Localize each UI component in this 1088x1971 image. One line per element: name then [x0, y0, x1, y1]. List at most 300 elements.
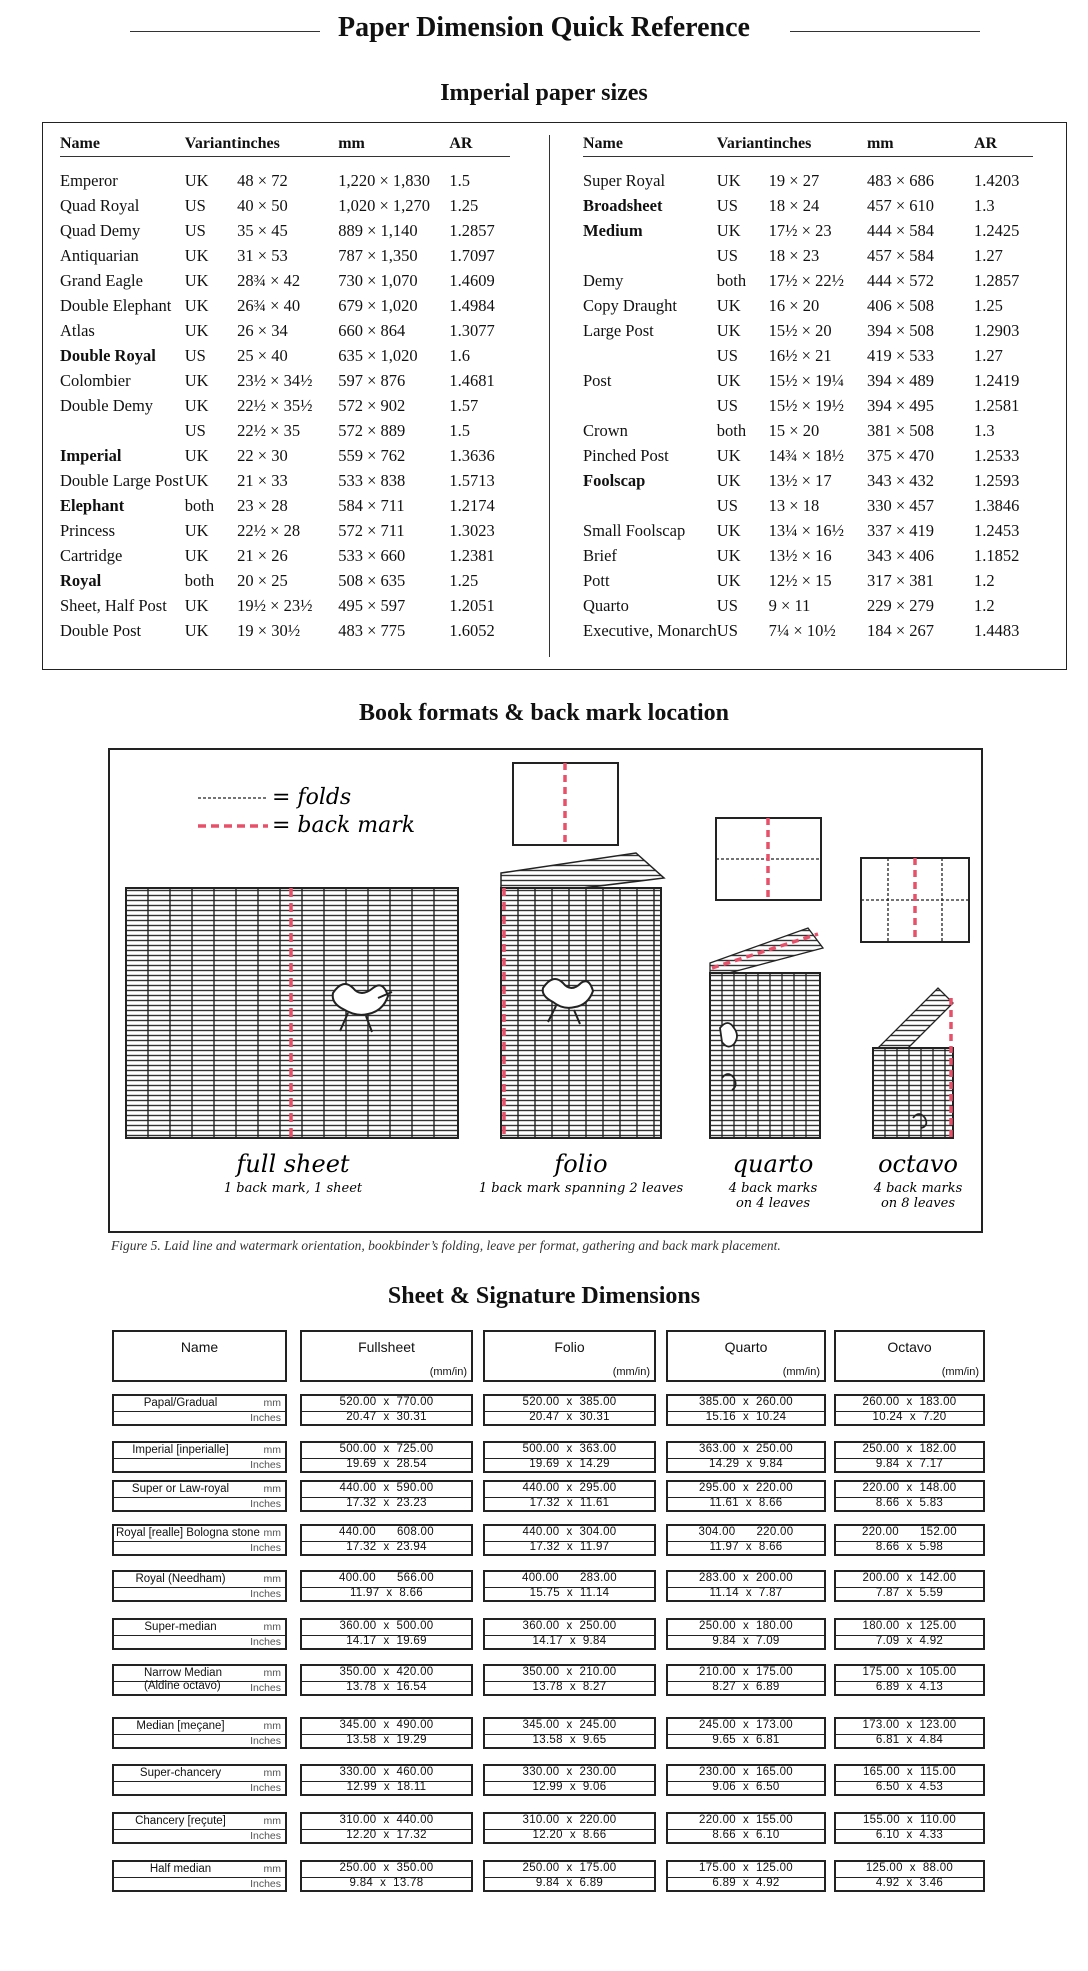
paper-inches: 28¾ × 42 — [237, 270, 301, 290]
size-full-cell — [300, 1618, 473, 1650]
header-quarto-title: Quarto — [724, 1339, 768, 1355]
header-name-title: Name — [180, 1339, 219, 1355]
paper-name: Quad Demy — [60, 220, 141, 240]
paper-mm: 597 × 876 — [338, 370, 406, 390]
size-full-cell — [300, 1394, 473, 1426]
table-row — [583, 318, 1033, 343]
folio-graphic — [501, 763, 664, 1138]
paper-variant: US — [716, 620, 738, 640]
paper-inches: 17½ × 23 — [768, 220, 832, 240]
paper-inches: 18 × 24 — [768, 195, 820, 215]
paper-variant: UK — [184, 595, 209, 615]
table-row — [60, 293, 510, 318]
table-row — [583, 418, 1033, 443]
size-quarto-cell — [666, 1570, 826, 1602]
paper-mm: 483 × 775 — [338, 620, 406, 640]
paper-variant: UK — [184, 320, 209, 340]
size-name-cell — [112, 1480, 287, 1512]
paper-variant: US — [184, 220, 206, 240]
paper-mm: 483 × 686 — [866, 170, 934, 190]
size-name-cell — [112, 1664, 287, 1696]
paper-mm: 572 × 902 — [338, 395, 406, 415]
value-mm: 125.00 x 88.00 — [865, 1862, 954, 1874]
paper-aspect-ratio: 1.4203 — [973, 170, 1020, 190]
format-labels — [224, 1150, 963, 1211]
value-mm: 350.00 x 210.00 — [522, 1666, 617, 1678]
value-inches: 13.78 x 16.54 — [346, 1681, 427, 1693]
table-row — [583, 593, 1033, 618]
paper-variant: UK — [184, 245, 209, 265]
size-name-cell — [112, 1860, 287, 1892]
paper-variant: UK — [184, 545, 209, 565]
table-row — [60, 318, 510, 343]
table-row — [60, 243, 510, 268]
paper-mm: 679 × 1,020 — [338, 295, 418, 315]
table-row — [60, 618, 510, 643]
unit-inches-label: Inches — [250, 1459, 281, 1471]
header-fullsheet — [300, 1330, 473, 1382]
value-inches: 20.47 x 30.31 — [346, 1411, 427, 1423]
paper-name: Crown — [583, 420, 628, 440]
size-name-cell — [112, 1764, 287, 1796]
paper-aspect-ratio: 1.25 — [449, 570, 479, 590]
value-mm: 283.00 x 200.00 — [699, 1572, 793, 1584]
paper-inches: 14¾ × 18½ — [768, 445, 844, 465]
paper-name: Atlas — [60, 320, 95, 340]
paper-inches: 22 × 30 — [237, 445, 288, 465]
table-row — [583, 468, 1033, 493]
table-row — [583, 568, 1033, 593]
value-mm: 360.00 x 500.00 — [339, 1620, 434, 1632]
paper-aspect-ratio: 1.3636 — [449, 445, 495, 465]
value-inches: 17.32 x 23.94 — [346, 1541, 427, 1553]
value-mm: 310.00 x 220.00 — [522, 1814, 617, 1826]
paper-aspect-ratio: 1.27 — [973, 345, 1003, 365]
paper-variant: UK — [184, 295, 209, 315]
paper-mm: 889 × 1,140 — [338, 220, 418, 240]
value-inches: 4.92 x 3.46 — [875, 1877, 944, 1889]
paper-aspect-ratio: 1.6052 — [449, 620, 495, 640]
table-row — [60, 268, 510, 293]
paper-name: Large Post — [583, 320, 654, 340]
size-name: Super-chancery — [139, 1767, 222, 1779]
paper-inches: 19 × 27 — [768, 170, 820, 190]
value-mm: 500.00 x 725.00 — [339, 1443, 434, 1455]
table-row — [60, 493, 510, 518]
paper-inches: 22½ × 28 — [237, 520, 301, 540]
paper-variant: both — [716, 420, 747, 440]
size-folio-cell — [483, 1524, 656, 1556]
table-row — [583, 243, 1033, 268]
paper-name: Elephant — [60, 495, 125, 515]
paper-name: Small Foolscap — [583, 520, 686, 540]
col-header-ar: AR — [449, 132, 510, 156]
value-inches: 12.20 x 8.66 — [532, 1829, 607, 1841]
paper-variant: UK — [184, 445, 209, 465]
paper-mm: 343 × 406 — [866, 545, 934, 565]
full-sheet-graphic — [126, 888, 458, 1138]
table-row — [583, 368, 1033, 393]
paper-inches: 13½ × 16 — [768, 545, 832, 565]
paper-mm: 317 × 381 — [866, 570, 934, 590]
paper-name: Cartridge — [60, 545, 123, 565]
paper-variant: UK — [184, 170, 209, 190]
unit-mm-label: mm — [263, 1815, 281, 1827]
size-octavo-cell — [834, 1664, 985, 1696]
value-mm: 220.00 x 155.00 — [699, 1814, 793, 1826]
value-inches: 20.47 x 30.31 — [529, 1411, 610, 1423]
paper-variant: UK — [716, 170, 741, 190]
value-mm: 173.00 x 123.00 — [862, 1719, 957, 1731]
paper-name: Medium — [583, 220, 643, 240]
paper-mm: 406 × 508 — [866, 295, 934, 315]
size-quarto-cell — [666, 1717, 826, 1749]
paper-aspect-ratio: 1.7097 — [449, 245, 495, 265]
unit-mm-label: mm — [263, 1483, 281, 1495]
unit-mm-label: mm — [263, 1573, 281, 1585]
size-full-cell — [300, 1441, 473, 1473]
paper-mm: 381 × 508 — [866, 420, 934, 440]
paper-name — [583, 243, 717, 268]
value-mm: 440.00 608.00 — [339, 1526, 434, 1538]
size-name-cell — [112, 1441, 287, 1473]
paper-aspect-ratio: 1.4483 — [973, 620, 1020, 640]
paper-name: Double Royal — [60, 345, 156, 365]
table-row — [583, 518, 1033, 543]
size-octavo-cell — [834, 1618, 985, 1650]
size-octavo-cell — [834, 1812, 985, 1844]
paper-aspect-ratio: 1.2 — [973, 595, 995, 615]
paper-aspect-ratio: 1.2051 — [449, 595, 495, 615]
value-inches: 6.10 x 4.33 — [875, 1829, 944, 1841]
value-mm: 500.00 x 363.00 — [522, 1443, 617, 1455]
value-mm: 155.00 x 110.00 — [862, 1814, 957, 1826]
paper-mm: 584 × 711 — [338, 495, 405, 515]
paper-variant: US — [184, 195, 206, 215]
paper-variant: both — [184, 570, 215, 590]
size-name: Super-median — [144, 1621, 217, 1633]
paper-aspect-ratio: 1.2174 — [449, 495, 495, 515]
size-quarto-cell — [666, 1664, 826, 1696]
value-inches: 8.66 x 5.98 — [875, 1541, 944, 1553]
header-fullsheet-title: Fullsheet — [358, 1339, 415, 1355]
paper-name — [583, 343, 717, 368]
unit-inches-label: Inches — [250, 1735, 281, 1747]
value-mm: 250.00 x 350.00 — [339, 1862, 434, 1874]
paper-inches: 18 × 23 — [768, 245, 820, 265]
paper-name: Sheet, Half Post — [60, 595, 167, 615]
col-header-variant: Variant — [185, 132, 237, 156]
col-header-variant: Variant — [717, 132, 769, 156]
paper-variant: both — [716, 270, 747, 290]
paper-aspect-ratio: 1.2903 — [973, 320, 1020, 340]
paper-inches: 16 × 20 — [768, 295, 820, 315]
size-octavo-cell — [834, 1480, 985, 1512]
backmark-legend-label: = back mark — [272, 813, 416, 838]
paper-aspect-ratio: 1.2453 — [973, 520, 1020, 540]
unit-mm-label: mm — [263, 1767, 281, 1779]
paper-aspect-ratio: 1.3077 — [449, 320, 495, 340]
paper-inches: 23 × 28 — [237, 495, 288, 515]
header-name — [112, 1330, 287, 1382]
unit-inches-label: Inches — [250, 1588, 281, 1600]
table-row — [60, 468, 510, 493]
paper-mm: 419 × 533 — [866, 345, 934, 365]
size-name: Royal [realle] Bologna stone — [116, 1527, 260, 1539]
unit-inches-label: Inches — [250, 1412, 281, 1424]
paper-variant: US — [716, 195, 738, 215]
table-row — [60, 343, 510, 368]
value-mm: 400.00 566.00 — [339, 1572, 434, 1584]
table-row — [60, 568, 510, 593]
paper-inches: 31 × 53 — [237, 245, 288, 265]
value-inches: 6.89 x 4.13 — [875, 1681, 944, 1693]
paper-variant: UK — [716, 445, 741, 465]
table-row — [60, 368, 510, 393]
col-header-ar: AR — [974, 132, 1033, 156]
unit-mm-label: mm — [263, 1667, 281, 1679]
value-inches: 12.20 x 17.32 — [346, 1829, 427, 1841]
paper-mm: 1,020 × 1,270 — [338, 195, 430, 215]
size-name: Imperial [inperialle] — [132, 1444, 229, 1456]
paper-inches: 12½ × 15 — [768, 570, 832, 590]
paper-aspect-ratio: 1.3 — [973, 420, 995, 440]
paper-variant: UK — [716, 295, 741, 315]
paper-mm: 508 × 635 — [338, 570, 406, 590]
value-inches: 12.99 x 18.11 — [346, 1781, 427, 1793]
value-inches: 9.06 x 6.50 — [712, 1781, 780, 1793]
paper-inches: 26¾ × 40 — [237, 295, 301, 315]
value-inches: 17.32 x 11.61 — [529, 1497, 610, 1509]
paper-mm: 495 × 597 — [338, 595, 406, 615]
paper-mm: 444 × 584 — [866, 220, 934, 240]
size-quarto-cell — [666, 1441, 826, 1473]
paper-inches: 7¼ × 10½ — [768, 620, 836, 640]
size-full-cell — [300, 1764, 473, 1796]
size-octavo-cell — [834, 1394, 985, 1426]
paper-name: Executive, Monarch — [583, 620, 717, 640]
paper-variant: UK — [716, 545, 741, 565]
col-header-inches: inches — [769, 132, 867, 156]
paper-inches: 13¼ × 16½ — [768, 520, 844, 540]
value-mm: 520.00 x 385.00 — [522, 1396, 617, 1408]
value-mm: 230.00 x 165.00 — [699, 1766, 793, 1778]
table-row — [60, 393, 510, 418]
paper-inches: 15½ × 19½ — [768, 395, 844, 415]
page-title: Paper Dimension Quick Reference — [338, 12, 750, 43]
paper-mm: 337 × 419 — [866, 520, 934, 540]
value-mm: 520.00 x 770.00 — [339, 1396, 434, 1408]
header-folio-title: Folio — [554, 1339, 585, 1355]
size-quarto-cell — [666, 1394, 826, 1426]
value-mm: 250.00 x 175.00 — [522, 1862, 617, 1874]
book-formats-heading: Book formats & back mark location — [359, 700, 729, 726]
value-mm: 330.00 x 460.00 — [339, 1766, 434, 1778]
unit-inches-label: Inches — [250, 1682, 281, 1694]
size-name: Median [meçane] — [136, 1720, 225, 1732]
imperial-table-divider — [549, 135, 550, 657]
paper-variant: US — [716, 245, 738, 265]
table-row — [60, 218, 510, 243]
size-quarto-cell — [666, 1860, 826, 1892]
table-row — [583, 193, 1033, 218]
paper-aspect-ratio: 1.3 — [973, 195, 995, 215]
paper-name: Princess — [60, 520, 115, 540]
paper-inches: 22½ × 35 — [237, 420, 301, 440]
note-octavo-2: on 8 leaves — [880, 1196, 956, 1211]
paper-name: Super Royal — [583, 170, 666, 190]
paper-aspect-ratio: 1.25 — [973, 295, 1003, 315]
size-octavo-cell — [834, 1441, 985, 1473]
unit-inches-label: Inches — [250, 1542, 281, 1554]
value-inches: 11.61 x 8.66 — [709, 1497, 783, 1509]
note-quarto-2: on 4 leaves — [735, 1196, 811, 1211]
octavo-graphic — [861, 858, 969, 1138]
size-name-cell — [112, 1618, 287, 1650]
unit-mm-label: mm — [263, 1720, 281, 1732]
unit-inches-label: Inches — [250, 1498, 281, 1510]
paper-mm: 444 × 572 — [866, 270, 934, 290]
paper-aspect-ratio: 1.5 — [449, 170, 470, 190]
paper-aspect-ratio: 1.2425 — [973, 220, 1020, 240]
paper-name: Quad Royal — [60, 195, 140, 215]
value-inches: 15.16 x 10.24 — [705, 1411, 787, 1423]
paper-variant: UK — [184, 395, 209, 415]
value-mm: 220.00 152.00 — [862, 1526, 957, 1538]
paper-name: Double Demy — [60, 395, 154, 415]
paper-inches: 19 × 30½ — [237, 620, 301, 640]
paper-name: Grand Eagle — [60, 270, 143, 290]
size-folio-cell — [483, 1860, 656, 1892]
value-inches: 11.97 x 8.66 — [349, 1587, 424, 1599]
paper-inches: 35 × 45 — [237, 220, 288, 240]
table-row — [60, 543, 510, 568]
imperial-table-right — [583, 132, 1033, 643]
table-row — [60, 518, 510, 543]
paper-name — [583, 393, 717, 418]
paper-mm: 457 × 610 — [866, 195, 934, 215]
size-octavo-cell — [834, 1764, 985, 1796]
size-name: Chancery [reçute] — [135, 1815, 226, 1827]
value-inches: 6.89 x 4.92 — [712, 1877, 780, 1889]
paper-inches: 22½ × 35½ — [237, 395, 313, 415]
size-full-cell — [300, 1524, 473, 1556]
paper-name: Pinched Post — [583, 445, 669, 465]
size-octavo-cell — [834, 1860, 985, 1892]
value-mm: 440.00 x 295.00 — [522, 1482, 617, 1494]
value-mm: 345.00 x 245.00 — [522, 1719, 617, 1731]
value-mm: 400.00 283.00 — [522, 1572, 617, 1584]
size-name-cell — [112, 1570, 287, 1602]
size-name: Super or Law-royal — [131, 1483, 230, 1495]
paper-variant: UK — [716, 320, 741, 340]
paper-aspect-ratio: 1.4681 — [449, 370, 495, 390]
value-mm: 440.00 x 304.00 — [522, 1526, 617, 1538]
header-octavo-unit: (mm/in) — [941, 1366, 979, 1378]
value-mm: 363.00 x 250.00 — [699, 1443, 793, 1455]
paper-inches: 25 × 40 — [237, 345, 288, 365]
size-name-line1: Narrow Median — [144, 1667, 222, 1679]
size-name-line2: (Aldine octavo) — [144, 1680, 221, 1692]
size-name: Half median — [149, 1863, 212, 1875]
value-mm: 295.00 x 220.00 — [699, 1482, 793, 1494]
value-mm: 180.00 x 125.00 — [862, 1620, 957, 1632]
unit-mm-label: mm — [263, 1621, 281, 1633]
size-name-cell — [112, 1524, 287, 1556]
paper-aspect-ratio: 1.2857 — [449, 220, 495, 240]
paper-inches: 48 × 72 — [237, 170, 288, 190]
value-mm: 250.00 x 180.00 — [699, 1620, 793, 1632]
imperial-table-left — [60, 132, 510, 643]
size-full-cell — [300, 1480, 473, 1512]
paper-name: Double Large Post — [60, 470, 184, 490]
page-header — [0, 10, 1088, 54]
paper-inches: 26 × 34 — [237, 320, 288, 340]
value-inches: 19.69 x 14.29 — [529, 1458, 610, 1470]
paper-aspect-ratio: 1.4609 — [449, 270, 495, 290]
value-mm: 260.00 x 183.00 — [862, 1396, 957, 1408]
table-row — [583, 618, 1033, 643]
value-inches: 9.84 x 6.89 — [535, 1877, 604, 1889]
paper-mm: 457 × 584 — [866, 245, 934, 265]
paper-aspect-ratio: 1.4984 — [449, 295, 495, 315]
paper-variant: UK — [184, 470, 209, 490]
paper-variant: US — [716, 595, 738, 615]
paper-name: Emperor — [60, 170, 118, 190]
paper-name: Demy — [583, 270, 624, 290]
table-row — [583, 493, 1033, 518]
paper-name: Brief — [583, 545, 617, 565]
value-mm: 175.00 x 125.00 — [699, 1862, 793, 1874]
note-folio: 1 back mark spanning 2 leaves — [478, 1181, 684, 1196]
paper-name: Pott — [583, 570, 610, 590]
header-fullsheet-unit: (mm/in) — [429, 1366, 467, 1378]
size-octavo-cell — [834, 1717, 985, 1749]
paper-variant: US — [716, 345, 738, 365]
size-quarto-cell — [666, 1524, 826, 1556]
paper-variant: US — [184, 420, 206, 440]
unit-inches-label: Inches — [250, 1830, 281, 1842]
size-folio-cell — [483, 1441, 656, 1473]
header-quarto-unit: (mm/in) — [782, 1366, 820, 1378]
unit-mm-label: mm — [263, 1863, 281, 1875]
col-header-name: Name — [583, 132, 717, 156]
paper-aspect-ratio: 1.27 — [973, 245, 1003, 265]
note-quarto-1: 4 back marks — [728, 1181, 818, 1196]
table-row — [583, 393, 1033, 418]
paper-inches: 9 × 11 — [768, 595, 811, 615]
size-folio-cell — [483, 1664, 656, 1696]
paper-name: Post — [583, 370, 612, 390]
value-mm: 304.00 220.00 — [698, 1526, 794, 1538]
value-inches: 9.65 x 6.81 — [712, 1734, 780, 1746]
value-inches: 9.84 x 7.17 — [875, 1458, 944, 1470]
paper-inches: 21 × 26 — [237, 545, 288, 565]
size-name-cell — [112, 1812, 287, 1844]
size-full-cell — [300, 1570, 473, 1602]
paper-aspect-ratio: 1.57 — [449, 395, 479, 415]
paper-variant: UK — [716, 220, 741, 240]
paper-mm: 184 × 267 — [866, 620, 934, 640]
paper-aspect-ratio: 1.3023 — [449, 520, 495, 540]
size-name-cell — [112, 1394, 287, 1426]
header-folio-unit: (mm/in) — [612, 1366, 650, 1378]
paper-mm: 343 × 432 — [866, 470, 934, 490]
value-inches: 15.75 x 11.14 — [529, 1587, 610, 1599]
table-row — [60, 593, 510, 618]
paper-variant: UK — [716, 570, 741, 590]
value-mm: 250.00 x 182.00 — [862, 1443, 957, 1455]
